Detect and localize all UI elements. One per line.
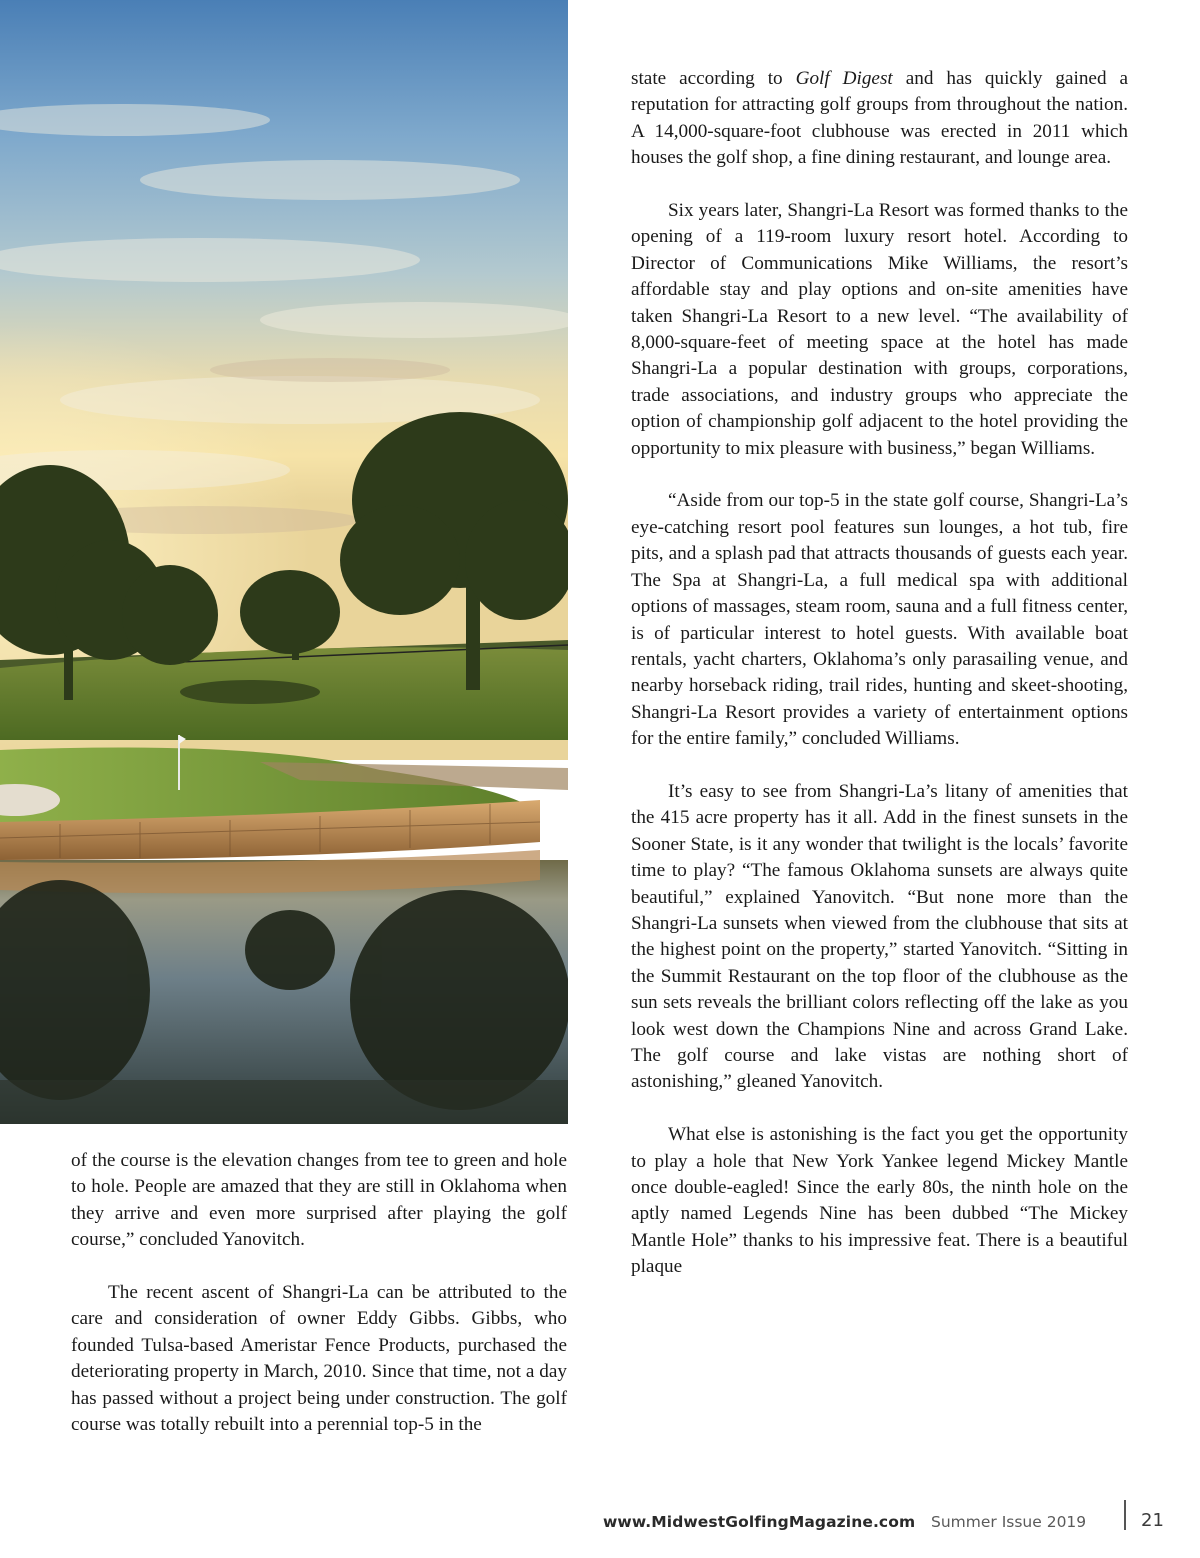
- intro-text-continued: and has quickly gained a reputation for attracting golf groups from throughout the nation. A 14,000-square-foot clubhouse was erected in 2011 which houses the golf shop, a fine dining restaurant, and lounge area.: [631, 68, 1129, 169]
- page-footer: [600, 1500, 1170, 1540]
- article-column-right: [631, 66, 1128, 1307]
- issue-label: Summer Issue 2019: [931, 1513, 1087, 1531]
- footer-divider: [1124, 1500, 1126, 1530]
- publication-name: Golf Digest: [795, 68, 893, 89]
- page-number: 21: [1141, 1510, 1164, 1531]
- article-paragraph: “Aside from our top-5 in the state golf course, Shangri-La’s eye-catching resort pool features sun lounges, a hot tub, fire pits, and a splash pad that attracts thousands of guests each year. The Spa at Shangri-La, a full medical spa with additional options of massages, steam room, sauna and a full fitness center, is of particular interest to hotel guests. With available boat rentals, yacht charters, Oklahoma’s only parasailing venue, and nearby horseback riding, trail rides, hunting and skeet-shooting, Shangri-La Resort provides a variety of entertainment options for the entire family,” concluded Williams.: [631, 490, 1128, 750]
- article-paragraph: Six years later, Shangri-La Resort was formed thanks to the opening of a 119-room luxury resort hotel. According to Director of Communications Mike Williams, the resort’s affordable stay and play options and on-site amenities have taken Shangri-La Resort to a new level. “The availability of 8,000-square-feet of meeting space at the hotel has made Shangri-La a popular destination with groups, corporations, trade associations, and industry groups who appreciate the option of championship golf adjacent to the hotel providing the opportunity to mix pleasure with business,” began Williams.: [631, 200, 1128, 459]
- golf-course-photo: [0, 0, 568, 1124]
- article-paragraph-intro: [631, 66, 1128, 172]
- article-column-left: [71, 1148, 567, 1465]
- intro-text: state according to: [631, 68, 796, 89]
- article-paragraph: It’s easy to see from Shangri-La’s litany of amenities that the 415 acre property has it all. Add in the finest sunsets in the Sooner State, is it any wonder that twilight is the locals’ favorite time to play? “The famous Oklahoma sunsets are always quite beautiful,” explained Yanovitch. “But none more than the Shangri-La sunsets when viewed from the clubhouse that sits at the highest point on the property,” started Yanovitch. “Sitting in the Summit Restaurant on the top floor of the clubhouse as the sun sets reveals the brilliant colors reflecting off the lake as you look west down the Champions Nine and across Grand Lake. The golf course and lake vistas are nothing short of astonishing,” gleaned Yanovitch.: [631, 780, 1128, 1093]
- article-paragraph: What else is astonishing is the fact you get the opportunity to play a hole that New York Yankee legend Mickey Mantle once double-eagled! Since the early 80s, the ninth hole on the aptly named Legends Nine has been dubbed “The Mickey Mantle Hole” thanks to his impressive feat. There is a beautiful plaque: [631, 1124, 1128, 1278]
- article-paragraph: of the course is the elevation changes from tee to green and hole to hole. People are amazed that they are still in Oklahoma when they arrive and even more surprised after playing the golf course,” concluded Yanovitch.: [71, 1150, 567, 1251]
- website-link[interactable]: www.MidwestGolfingMagazine.com: [603, 1513, 916, 1531]
- article-paragraph: The recent ascent of Shangri-La can be attributed to the care and consideration of owner Eddy Gibbs. Gibbs, who founded Tulsa-based Ameristar Fence Products, purchased the deteriorating property in March, 2010. Since that time, not a day has passed without a project being under construction. The golf course was totally rebuilt into a perennial top-5 in the: [71, 1282, 567, 1436]
